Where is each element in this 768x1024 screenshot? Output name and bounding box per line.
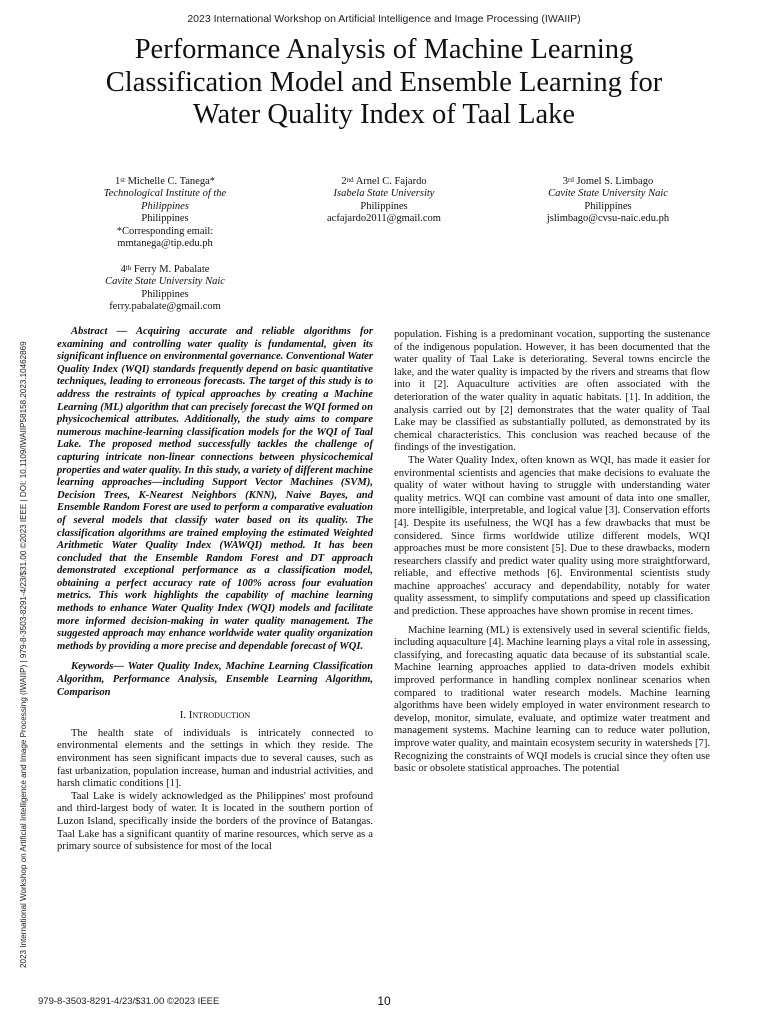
abstract-text: Acquiring accurate and reliable algorithms for examining and controlling water quality is fundamental, given its significant influence on environmental governance. Conventional Water Quality Index (WQI) standards frequently depend on basic quantitative techniques, leading to erroneous forecasts. The target of this study is to address the restraints of typical approaches by creating a Machine Learning (ML) algorithm that can precisely forecast the WQI formed on physicochemical attributes. Additionally, the study aims to compare numerous machine-learning classification models for the WQI of Taal Lake. The proposed method successfully tackles the challenge of capturing intricate non-linear connections between physicochemical properties and water quality. In this study, a variety of different machine learning approaches—including Support Vector Machines (SVM), Decision Trees, K-Nearest Neighbors (KNN), Naive Bayes, and Ensemble Random Forest are used to perform a comparative evaluation of several models that classify water based on its quality. The classification algorithms are trained employing the estimated Weighted Arithmetic Water Quality Index (WAWQI) method. It has been concluded that the Ensemble Random Forest and DT approach demonstrated exceptional performance as a classification model, obtaining a perfect accuracy rate of 100% across four evaluation metrics. This work highlights the capability of machine learning methods to enhance Water Quality Index (WQI) models and facilitate more informed decision-making in water quality management. The suggested approach may enhance worldwide water quality organization methods by providing a more precise and dependable forecast of WQI.	[57, 326, 373, 652]
intro-paragraph-1: The health state of individuals is intricately connected to environmental elements and the settings in which they reside. The environment has seen significant impacts due to several causes, such as fast urbanization, population increase, human and industrial activities, and harsh climatic conditions [1].	[57, 727, 373, 790]
author-3-affiliation: Cavite State University Naic	[548, 188, 668, 200]
author-3-name: 3rd Jomel S. Limbago	[562, 176, 654, 187]
author-2-affiliation: Isabela State University	[333, 188, 435, 200]
abstract	[57, 326, 373, 653]
author-4-country: Philippines	[141, 288, 189, 300]
conference-header: 2023 International Workshop on Artificial Intelligence and Image Processing (IWAIIP)	[187, 13, 581, 25]
title-line-2: Classification Model and Ensemble Learning for	[105, 66, 663, 98]
author-2-country: Philippines	[360, 200, 408, 212]
body-paragraph-wqi: The Water Quality Index, often known as WQI, has made it easier for environmental scientists and agencies that make decisions to evaluate the quality of water without having to struggle with understanding water quality metrics. WQI can combine vast amount of data into one smaller, more intelligible, interpretable, and logical value [3]. Conservation efforts [4]. Despite its usefulness, the WQI has a few drawbacks that must be considered. Since firms worldwide utilize different models, WQI approaches must be more consistent [5]. Due to these drawbacks, modern researchers classify and predict water quality using more straightforward, reliable, and effective methods [6]. Environmental scientists study machine approaches' accuracy and dependability, notably for water quality assessment, to simplify computations and speed up classification and prediction. These approaches have shown promise in recent times.	[394, 454, 710, 618]
author-1	[70, 176, 260, 250]
author-3-country: Philippines	[584, 200, 632, 212]
doi-side-note: 2023 International Workshop on Artificial Intelligence and Image Processing (IWAIIP) | 979-8-3503-8291-4/23/$31.00 ©2023 IEEE | DOI: 10.1109/IWAIIP58158.2023.10462869	[19, 341, 28, 968]
body-paragraph-ml: Machine learning (ML) is extensively used in several scientific fields, including aquaculture [4]. Machine learning plays a vital role in assessing, classifying, and forecasting aquatic data because of its substantial scale. Machine learning approaches applied to data-driven models exhibit improved performance in handling complex nonlinear scenarios when compared to traditional water research models. Machine learning algorithms have been widely employed in water environment research to develop, monitor, simulate, evaluate, and optimize water treatment and management systems. Machine learning can to reduce water pollution, improve water quality, and maintain ecosystem security in watersheds [7]. Recognizing the constraints of WQI models is crucial since they often use basic or obsolete statistical approaches. The potential	[394, 624, 710, 775]
author-1-country: Philippines	[141, 213, 189, 225]
author-4-email: ferry.pabalate@gmail.com	[109, 301, 221, 313]
title-line-1: Performance Analysis of Machine Learning	[134, 34, 634, 65]
author-1-affiliation: Technological Institute of the	[103, 188, 227, 200]
abstract-label: Abstract —	[71, 326, 128, 337]
author-1-affiliation-cont: Philippines	[141, 200, 189, 212]
footer-isbn: 979-8-3503-8291-4/23/$31.00 ©2023 IEEE	[38, 996, 220, 1007]
section-heading-introduction: I. Introduction	[179, 709, 251, 722]
author-2-name: 2nd Arnel C. Fajardo	[341, 176, 427, 187]
author-3	[508, 176, 708, 226]
author-2-email: acfajardo2011@gmail.com	[327, 213, 441, 225]
author-2	[289, 176, 479, 226]
keywords: Keywords— Water Quality Index, Machine Learning Classification Algorithm, Performance Analysis, Ensemble Learning Algorithm, Comparison	[57, 661, 373, 698]
left-column	[57, 326, 373, 854]
author-1-name: 1st Michelle C. Tanega*	[115, 176, 215, 187]
author-4-name: 4th Ferry M. Pabalate	[120, 264, 210, 275]
title-line-3: Water Quality Index of Taal Lake	[192, 99, 576, 130]
right-column	[394, 329, 710, 776]
author-3-email: jslimbago@cvsu-naic.edu.ph	[546, 213, 670, 225]
author-1-email: mmtanega@tip.edu.ph	[117, 238, 213, 250]
page-number: 10	[377, 994, 391, 1008]
paper-title	[60, 34, 708, 132]
intro-paragraph-2: Taal Lake is widely acknowledged as the Philippines' most profound and third-largest body of water. It is located in the southern portion of Luzon Island, specifically inside the borders of the province of Batangas. Taal Lake has a significant quantity of marine resources, which serve as a primary source of subsistence for most of the local	[57, 790, 373, 853]
author-1-note: *Corresponding email:	[116, 225, 214, 237]
author-4	[70, 264, 260, 314]
body-paragraph-continued: population. Fishing is a predominant vocation, supporting the sustenance of the indigenous population. However, it has been documented that the water quality of Taal Lake is deteriorating. Several towns encircle the lake, and the water quality is impacted by the rivers and streams that flow into it [2]. Aquaculture activities are often associated with the deterioration of the water quality in aquatic habitats. [1]. In addition, the analysis carried out by [2] demonstrates that the water quality of Taal Lake may be classified as substantially polluted, as demonstrated by its chemical characteristics. This conclusion was reached because of the findings of the investigation.	[394, 329, 710, 454]
author-4-affiliation: Cavite State University Naic	[105, 276, 225, 288]
